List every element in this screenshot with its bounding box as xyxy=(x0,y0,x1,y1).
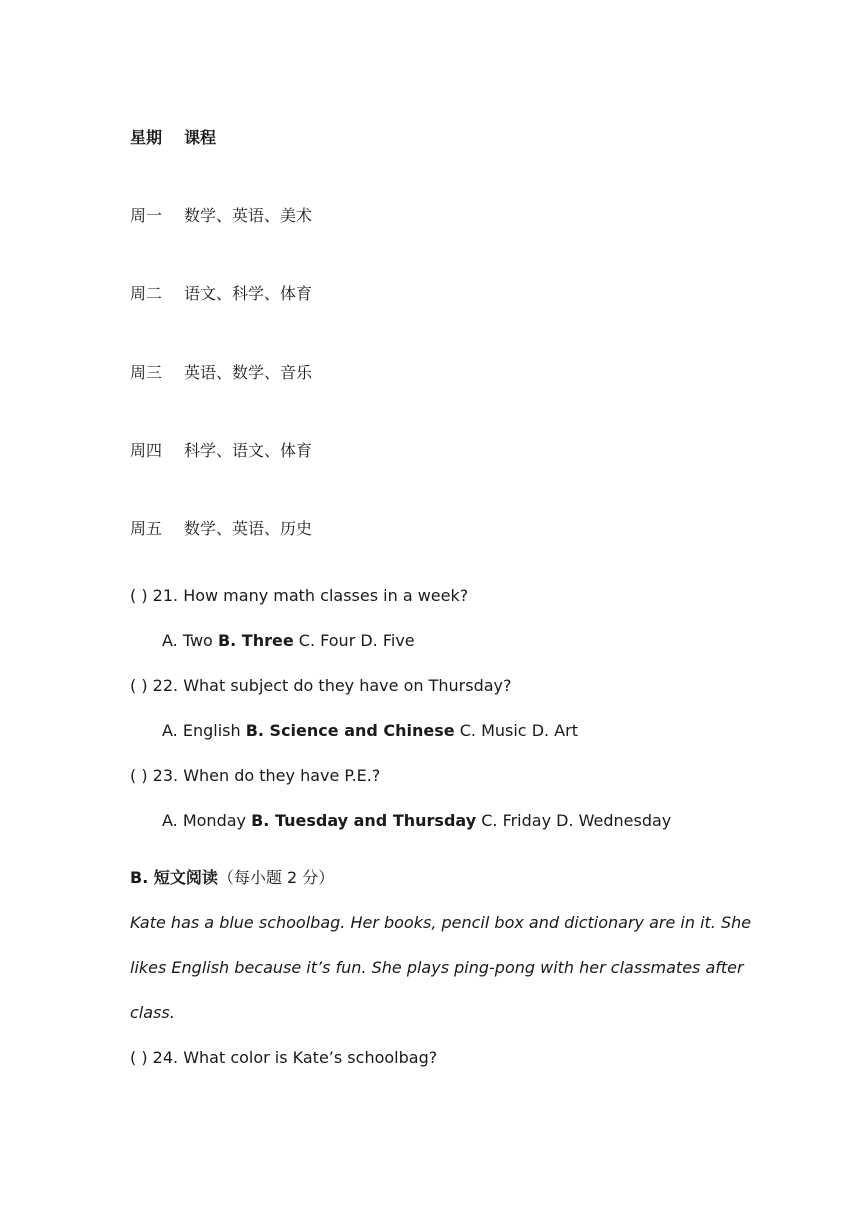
option-b: B. Tuesday and Thursday xyxy=(251,811,477,830)
schedule-row xyxy=(130,441,312,461)
option-b: B. Three xyxy=(217,631,294,650)
option-a: A. Two xyxy=(162,631,213,650)
passage-line: Kate has a blue schoolbag. Her books, pencil box and dictionary are in it. She xyxy=(130,913,752,932)
passage-line: likes English because it’s fun. She plays ping-pong with her classmates after xyxy=(130,958,744,977)
row-day: 周三 xyxy=(130,363,163,382)
header-day: 星期 xyxy=(130,128,163,147)
row-day: 周一 xyxy=(130,206,163,225)
option-a: A. English xyxy=(162,721,241,740)
schedule-row xyxy=(130,519,312,539)
option-rest: C. Friday D. Wednesday xyxy=(481,811,672,830)
row-courses: 数学、英语、历史 xyxy=(184,519,313,538)
question-22: ( ) 22. What subject do they have on Thursday? xyxy=(130,676,512,695)
section-b-note: （每小题 2 分） xyxy=(217,868,335,887)
option-rest: C. Music D. Art xyxy=(459,721,578,740)
row-day: 周二 xyxy=(130,284,163,303)
section-b-label: B. 短文阅读 xyxy=(130,868,218,887)
options-21 xyxy=(162,631,415,651)
option-b: B. Science and Chinese xyxy=(245,721,455,740)
row-courses: 语文、科学、体育 xyxy=(184,284,313,303)
section-b-heading xyxy=(130,868,334,888)
schedule-row xyxy=(130,284,312,304)
row-courses: 科学、语文、体育 xyxy=(184,441,313,460)
question-23: ( ) 23. When do they have P.E.? xyxy=(130,766,381,785)
header-course: 课程 xyxy=(184,128,217,147)
options-23 xyxy=(162,811,671,831)
schedule-row xyxy=(130,363,312,383)
option-a: A. Monday xyxy=(162,811,246,830)
row-courses: 数学、英语、美术 xyxy=(184,206,313,225)
options-22 xyxy=(162,721,578,741)
schedule-row xyxy=(130,206,312,226)
schedule-header xyxy=(130,128,216,148)
row-day: 周五 xyxy=(130,519,163,538)
row-day: 周四 xyxy=(130,441,163,460)
question-24: ( ) 24. What color is Kate’s schoolbag? xyxy=(130,1048,438,1067)
question-21: ( ) 21. How many math classes in a week? xyxy=(130,586,469,605)
option-rest: C. Four D. Five xyxy=(298,631,415,650)
passage-line: class. xyxy=(130,1003,175,1022)
row-courses: 英语、数学、音乐 xyxy=(184,363,313,382)
